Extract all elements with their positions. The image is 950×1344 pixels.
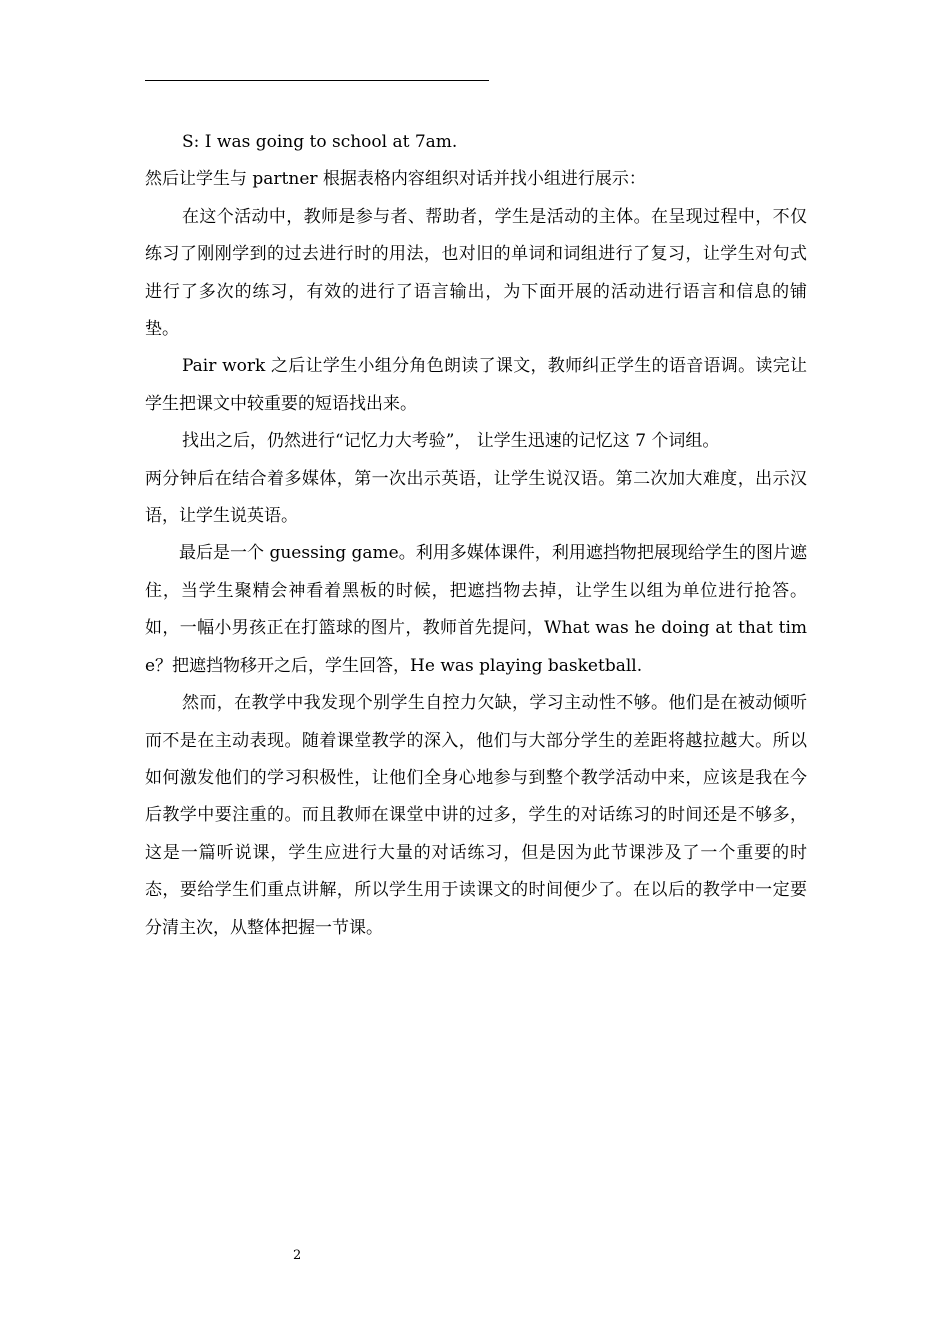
page-number: 2 [293, 1248, 302, 1263]
document-body [145, 124, 807, 947]
paragraph-pair-dialogue: 然后让学生与 partner 根据表格内容组织对话并找小组进行展示： [145, 169, 646, 190]
paragraph-multimedia-practice: 两分钟后在结合着多媒体，第一次出示英语，让学生说汉语。第二次加大难度，出示汉语，让学生说英语。 [145, 468, 807, 527]
paragraph-teaching-reflection: 然而，在教学中我发现个别学生自控力欠缺，学习主动性不够。他们是在被动倾听而不是在主动表现。随着课堂教学的深入，他们与大部分学生的差距将越拉越大。所以如何激发他们的学习积极性，让他们全身心地参与到整个教学活动中来，应该是我在今后教学中要注重的。而且教师在课堂中讲的过多，学生的对话练习的时间还是不够多，这是一篇听说课，学生应进行大量的对话练习，但是因为此节课涉及了一个重要的时态，要给学生们重点讲解，所以学生用于读课文的时间便少了。在以后的教学中一定要分清主次，从整体把握一节课。 [145, 693, 807, 938]
paragraph-dialogue-example: S: I was going to school at 7am. [182, 132, 458, 152]
paragraph-pair-work: Pair work 之后让学生小组分角色朗读了课文，教师纠正学生的语音语调。读完让学生把课文中较重要的短语找出来。 [145, 356, 807, 414]
paragraph-guessing-game: 最后是一个 guessing game。利用多媒体课件，利用遮挡物把展现给学生的图片遮住，当学生聚精会神看着黑板的时候，把遮挡物去掉，让学生以组为单位进行抢答。如，一幅小男孩正在打篮球的图片，教师首先提问，What was he doing at that time？把遮挡物移开之后，学生回答，He was playing basketball. [145, 543, 807, 676]
paragraph-activity-reflection: 在这个活动中，教师是参与者、帮助者，学生是活动的主体。在呈现过程中，不仅练习了刚刚学到的过去进行时的用法，也对旧的单词和词组进行了复习，让学生对句式进行了多次的练习，有效的进行了语言输出，为下面开展的活动进行语言和信息的铺垫。 [145, 206, 807, 340]
paragraph-memory-test: 找出之后，仍然进行“记忆力大考验”， 让学生迅速的记忆这 7 个词组。 [182, 431, 720, 452]
header-rule [145, 80, 489, 81]
